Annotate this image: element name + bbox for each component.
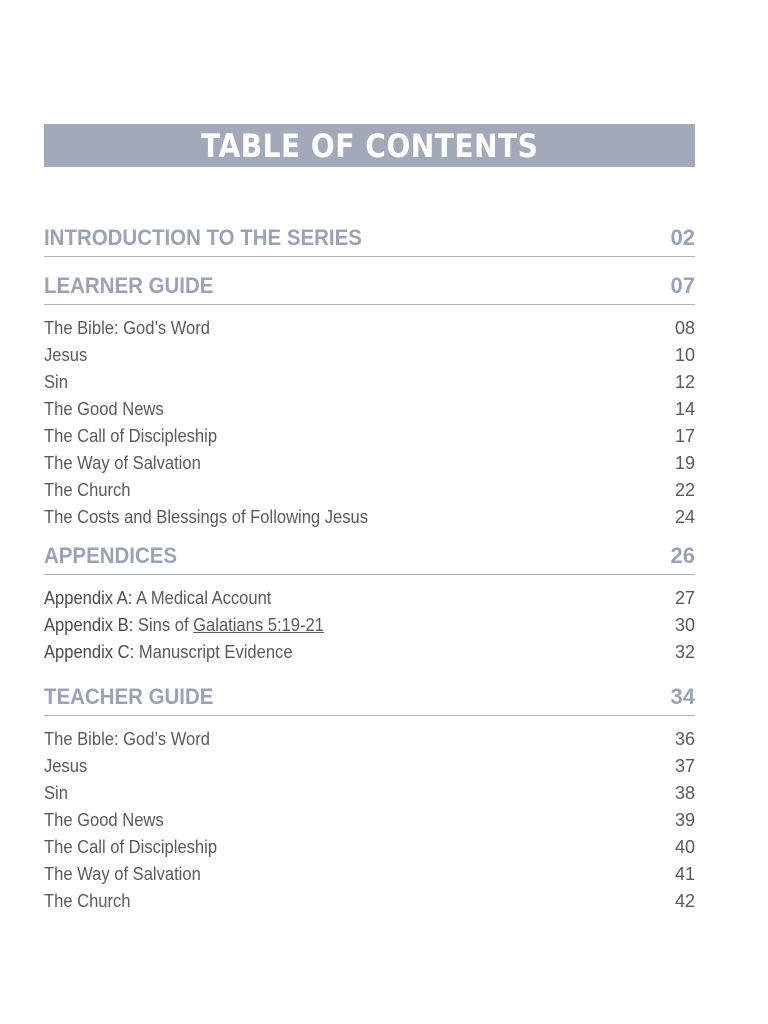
entry-title: The Way of Salvation bbox=[44, 864, 201, 884]
entry-title: The Church bbox=[44, 480, 131, 500]
toc-entry[interactable] bbox=[44, 888, 695, 915]
page-title: TABLE OF CONTENTS bbox=[200, 126, 539, 165]
entry-title: Sin bbox=[44, 372, 68, 392]
section-heading-page: 07 bbox=[670, 273, 695, 298]
toc-entry[interactable] bbox=[44, 423, 695, 450]
toc-entry[interactable] bbox=[44, 396, 695, 423]
toc-entry[interactable] bbox=[44, 585, 695, 612]
section-heading-page: 02 bbox=[670, 225, 695, 250]
entry-page: 42 bbox=[674, 891, 695, 911]
toc-entry[interactable] bbox=[44, 861, 695, 888]
scripture-link[interactable]: Galatians 5:19-21 bbox=[193, 615, 324, 635]
entry-page: 19 bbox=[674, 453, 695, 473]
section-heading[interactable] bbox=[44, 273, 695, 305]
entry-title: A Medical Account bbox=[136, 588, 272, 608]
toc-entry[interactable] bbox=[44, 450, 695, 477]
entry-page: 37 bbox=[674, 756, 695, 776]
entry-title: Manuscript Evidence bbox=[138, 642, 293, 662]
toc-entry[interactable] bbox=[44, 369, 695, 396]
entry-page: 36 bbox=[674, 729, 695, 749]
entry-title: The Way of Salvation bbox=[44, 453, 201, 473]
section-heading-page: 26 bbox=[670, 543, 695, 568]
toc-entry[interactable] bbox=[44, 753, 695, 780]
toc-entry[interactable] bbox=[44, 726, 695, 753]
learner-guide-list bbox=[44, 315, 695, 531]
entry-page: 17 bbox=[674, 426, 695, 446]
toc-entry[interactable] bbox=[44, 807, 695, 834]
entry-title: The Call of Discipleship bbox=[44, 837, 218, 857]
entry-title: Jesus bbox=[44, 756, 88, 776]
teacher-guide-list bbox=[44, 726, 695, 915]
entry-title: The Call of Discipleship bbox=[44, 426, 218, 446]
entry-page: 38 bbox=[674, 783, 695, 803]
section-teacher-guide bbox=[44, 684, 695, 915]
entry-title: The Good News bbox=[44, 810, 164, 830]
section-heading-label: LEARNER GUIDE bbox=[44, 273, 214, 298]
entry-page: 12 bbox=[674, 372, 695, 392]
entry-page: 14 bbox=[674, 399, 695, 419]
toc-entry[interactable] bbox=[44, 834, 695, 861]
entry-title: Jesus bbox=[44, 345, 88, 365]
entry-title: The Good News bbox=[44, 399, 164, 419]
section-heading-page: 34 bbox=[670, 684, 695, 709]
toc-page bbox=[44, 124, 695, 915]
section-heading[interactable] bbox=[44, 684, 695, 716]
entry-title: Sins of bbox=[137, 615, 189, 635]
entry-title: The Church bbox=[44, 891, 131, 911]
entry-page: 10 bbox=[674, 345, 695, 365]
section-appendices bbox=[44, 543, 695, 666]
toc-entry[interactable] bbox=[44, 780, 695, 807]
entry-title: The Bible: God’s Word bbox=[44, 318, 210, 338]
section-heading-label: TEACHER GUIDE bbox=[44, 684, 214, 709]
toc-entry[interactable] bbox=[44, 315, 695, 342]
toc-entry[interactable] bbox=[44, 504, 695, 531]
appendix-prefix: Appendix B: bbox=[44, 615, 134, 635]
toc-entry[interactable] bbox=[44, 612, 695, 639]
section-heading-label: APPENDICES bbox=[44, 543, 178, 568]
entry-page: 08 bbox=[674, 318, 695, 338]
entry-title: The Bible: God’s Word bbox=[44, 729, 210, 749]
entry-page: 32 bbox=[674, 642, 695, 662]
toc-entry[interactable] bbox=[44, 639, 695, 666]
entry-title: The Costs and Blessings of Following Jesus bbox=[44, 507, 368, 527]
appendix-prefix: Appendix C: bbox=[44, 642, 135, 662]
toc-banner bbox=[44, 124, 695, 167]
entry-page: 39 bbox=[674, 810, 695, 830]
entry-page: 30 bbox=[674, 615, 695, 635]
appendix-prefix: Appendix A: bbox=[44, 588, 133, 608]
section-heading-label: INTRODUCTION TO THE SERIES bbox=[44, 225, 362, 250]
toc-entry[interactable] bbox=[44, 477, 695, 504]
entry-page: 24 bbox=[674, 507, 695, 527]
entry-page: 41 bbox=[674, 864, 695, 884]
entry-page: 27 bbox=[674, 588, 695, 608]
appendices-list bbox=[44, 585, 695, 666]
entry-page: 22 bbox=[674, 480, 695, 500]
section-learner-guide bbox=[44, 273, 695, 531]
section-heading[interactable] bbox=[44, 225, 695, 257]
entry-page: 40 bbox=[674, 837, 695, 857]
toc-entry[interactable] bbox=[44, 342, 695, 369]
entry-title: Sin bbox=[44, 783, 68, 803]
section-heading[interactable] bbox=[44, 543, 695, 575]
section-introduction bbox=[44, 225, 695, 257]
